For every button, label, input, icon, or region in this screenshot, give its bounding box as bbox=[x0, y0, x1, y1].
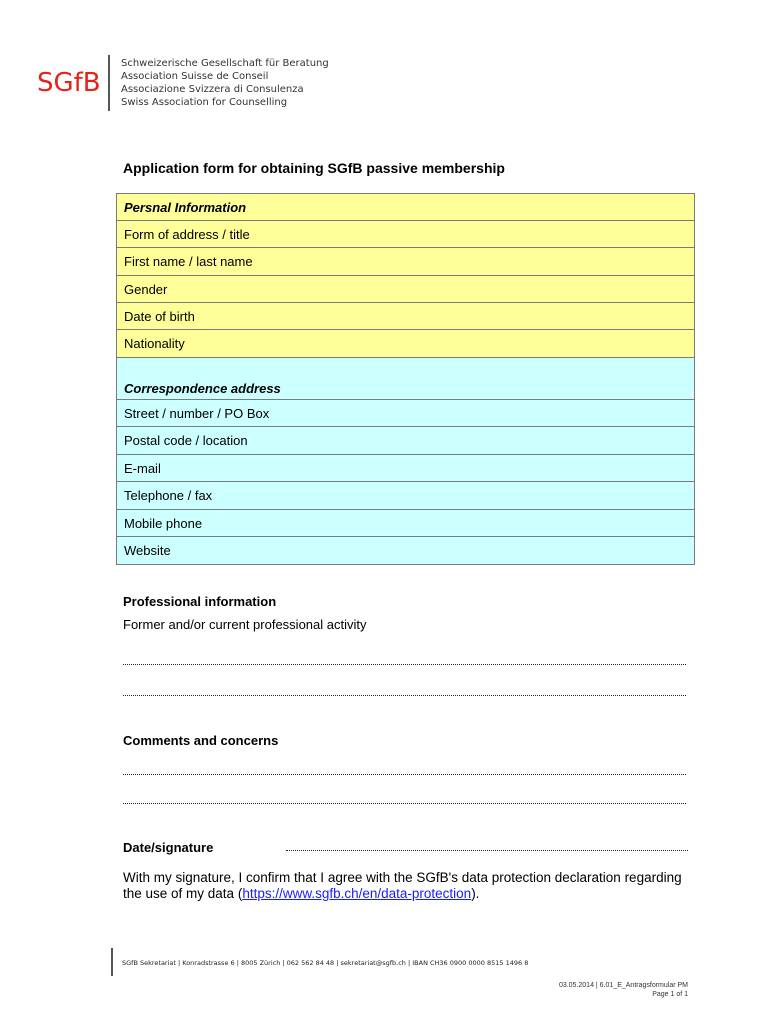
document-reference bbox=[559, 981, 688, 999]
field-gender[interactable]: Gender bbox=[117, 276, 694, 303]
field-telephone[interactable]: Telephone / fax bbox=[117, 482, 694, 510]
field-email[interactable]: E-mail bbox=[117, 455, 694, 482]
association-name-en: Swiss Association for Counselling bbox=[121, 97, 288, 108]
form-table bbox=[116, 193, 695, 565]
footer-address: SGfB Sekretariat | Konradstrasse 6 | 8005 Zürich | 062 562 84 48 | sekretariat@sgfb.ch | IBAN CH36 0900 0000 8515 1496 8 bbox=[122, 959, 529, 967]
comments-heading: Comments and concerns bbox=[123, 733, 279, 748]
consent-text: With my signature, I confirm that I agree with the SGfB's data protection declaration regarding the use of my data ( bbox=[123, 870, 682, 901]
page-number: Page 1 of 1 bbox=[652, 991, 688, 998]
signature-line[interactable] bbox=[286, 850, 688, 851]
comments-line-1[interactable] bbox=[123, 774, 686, 775]
association-name-de: Schweizerische Gesellschaft für Beratung bbox=[121, 58, 329, 69]
field-nationality[interactable]: Nationality bbox=[117, 330, 694, 358]
sgfb-logo: SGfB bbox=[37, 68, 101, 98]
professional-line-1[interactable] bbox=[123, 664, 686, 665]
association-names bbox=[121, 57, 329, 109]
letterhead-divider bbox=[108, 55, 110, 111]
consent-statement bbox=[123, 870, 683, 902]
correspondence-heading: Correspondence address bbox=[117, 358, 694, 400]
page-title: Application form for obtaining SGfB passive membership bbox=[123, 160, 505, 176]
field-form-of-address[interactable]: Form of address / title bbox=[117, 221, 694, 248]
data-protection-link[interactable]: https://www.sgfb.ch/en/data-protection bbox=[242, 886, 472, 901]
personal-heading: Persnal Information bbox=[117, 194, 694, 221]
field-website[interactable]: Website bbox=[117, 537, 694, 564]
professional-line-2[interactable] bbox=[123, 695, 686, 696]
association-name-it: Associazione Svizzera di Consulenza bbox=[121, 84, 304, 95]
association-name-fr: Association Suisse de Conseil bbox=[121, 71, 269, 82]
professional-heading: Professional information bbox=[123, 594, 277, 609]
signature-label: Date/signature bbox=[123, 840, 214, 855]
field-postal-code[interactable]: Postal code / location bbox=[117, 427, 694, 455]
consent-text-end: ). bbox=[471, 886, 480, 901]
footer-divider bbox=[111, 948, 113, 976]
document-id: 03.05.2014 | 6.01_E_Antragsformular PM bbox=[558, 982, 688, 989]
professional-prompt: Former and/or current professional activity bbox=[123, 617, 367, 632]
comments-line-2[interactable] bbox=[123, 803, 686, 804]
field-date-of-birth[interactable]: Date of birth bbox=[117, 303, 694, 330]
field-name[interactable]: First name / last name bbox=[117, 248, 694, 276]
field-mobile-phone[interactable]: Mobile phone bbox=[117, 510, 694, 537]
field-street[interactable]: Street / number / PO Box bbox=[117, 400, 694, 427]
